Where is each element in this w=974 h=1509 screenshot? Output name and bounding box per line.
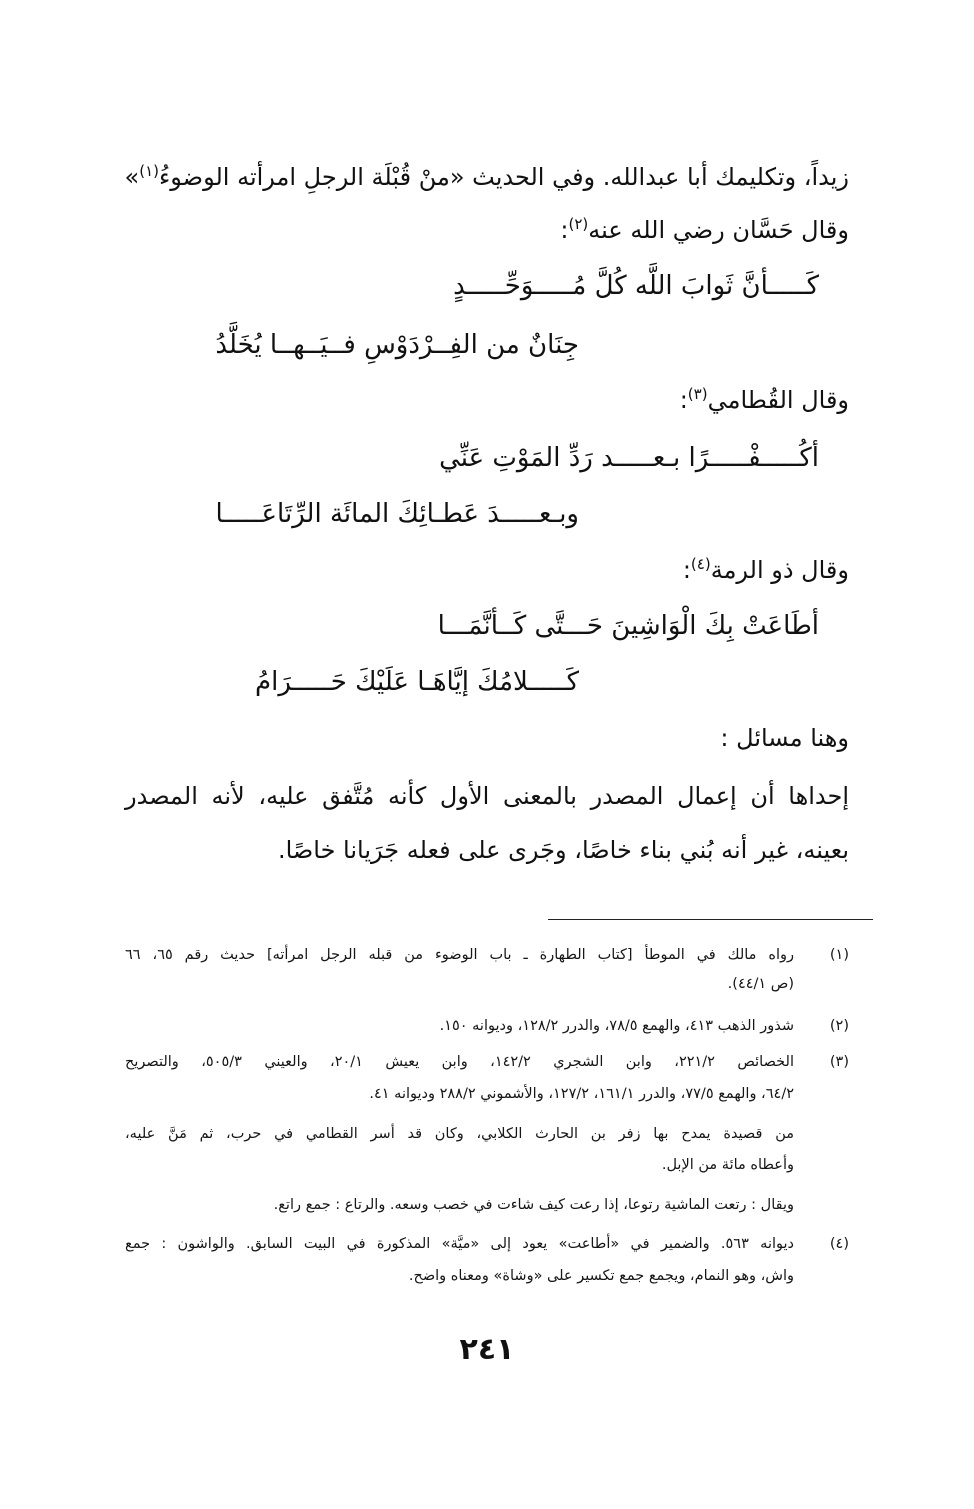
footnote-2-line-1: شذور الذهب ٤١٣، والهمع ٧٨/٥، والدرر ١٢٨/٢، وديوانه ١٥٠. (439, 1018, 794, 1034)
footnote-3-line-2: ٦٤/٢، والهمع ٧٧/٥، والدرر ١٦١/١، ١٢٧/٢، والأشموني ٢٨٨/٢ وديوانه ٤١. (369, 1086, 794, 1102)
body-line-2 (125, 210, 849, 250)
footnote-3-line-5: ويقال : رتعت الماشية رتوعا، إذا رعت كيف شاءت في خصب وسعه. والرتاع : جمع راتع. (273, 1197, 794, 1213)
body-line-1-text: زيداً، وتكليمك أبا عبدالله. وفي الحديث «منْ قُبْلَة الرجلِ امرأته الوضوءُ (159, 163, 849, 191)
footnote-3-line-1: الخصائص ٢٢١/٢، وابن الشجري ١٤٢/٢، وابن يعيش ٢٠/١، والعيني ٥٠٥/٣، والتصريح (125, 1054, 794, 1070)
verse-3-second-hemistich: كَـــــلامُكَ إيَّاهَـا عَلَيْكَ حَـــــرَامُ (255, 667, 579, 697)
footnote-3-line-4: وأعطاه مائة من الإبل. (661, 1157, 794, 1173)
body-line-4-text: وقال ذو الرمة (710, 556, 849, 584)
body-line-5: وهنا مسائل : (720, 724, 849, 752)
footnote-ref-3: (٣) (687, 385, 708, 403)
footnote-ref-1: (١) (139, 162, 159, 180)
body-line-2-text: وقال حَسَّان رضي الله عنه (588, 216, 849, 244)
page-number: ٢٤١ (459, 1332, 515, 1367)
body-line-1-end: » (124, 163, 140, 191)
footnote-1-line-1: رواه مالك في الموطأ [كتاب الطهارة ـ باب الوضوء من قبله الرجل امرأته] حديث رقم ٦٥، ٦٦ (125, 947, 794, 963)
footnote-3-number: (٣) (829, 1054, 849, 1070)
footnote-ref-4: (٤) (690, 555, 711, 573)
verse-1-second-hemistich: جِنَانٌ من الفِــرْدَوْسِ فــيَــهــا يُخَلَّدُ (215, 330, 579, 360)
footnote-3-line-3: من قصيدة يمدح بها زفر بن الحارث الكلابي، وكان قد أسر القطامي في حرب، ثم مَنَّ عليه، (125, 1126, 794, 1142)
body-line-3-text: وقال القُطامي (707, 386, 849, 414)
body-line-4-end: : (682, 556, 691, 584)
footnote-4-line-1: ديوانه ٥٦٣. والضمير في «أطاعت» يعود إلى «ميَّة» المذكورة في البيت السابق. والواشون : جمع (125, 1236, 794, 1252)
body-line-4 (125, 550, 849, 590)
footnote-4-line-2: واش، وهو النمام، ويجمع جمع تكسير على «وشاة» ومعناه واضح. (408, 1268, 794, 1284)
body-line-1 (125, 157, 849, 197)
verse-2-second-hemistich: وبـعـــــدَ عَطـائِكَ المائَة الرِّتَاعَـــــا (215, 499, 579, 529)
verse-2-first-hemistich: أكُـــــفْـــــرًا بـعـــــد رَدِّ المَوْتِ عَنِّي (439, 443, 819, 473)
footnote-1-number: (١) (829, 947, 849, 963)
body-line-3 (125, 380, 849, 420)
body-line-7: بعينه، غير أنه بُني بناء خاصًا، وجَرى على فعله جَرَيانا خاصًا. (277, 836, 849, 864)
footnote-1-line-2: (ص ٤٤/١). (727, 976, 794, 992)
body-line-6: إحداها أن إعمال المصدر بالمعنى الأول كأنه مُتَّفق عليه، لأنه المصدر (125, 782, 849, 810)
footnote-4-number: (٤) (829, 1236, 849, 1252)
footnote-ref-2: (٢) (568, 215, 589, 233)
body-line-3-end: : (679, 386, 688, 414)
footnote-2-number: (٢) (829, 1018, 849, 1034)
verse-3-first-hemistich: أطَاعَتْ بِكَ الْوَاشِينَ حَـــتَّى كَــأنَّمَـــا (437, 611, 819, 641)
footnote-separator (548, 919, 873, 920)
body-line-2-end: : (560, 216, 569, 244)
verse-1-first-hemistich: كَـــــأنَّ ثَوابَ اللَّه كُلَّ مُـــــوَحِّـــــدٍ (453, 271, 819, 301)
